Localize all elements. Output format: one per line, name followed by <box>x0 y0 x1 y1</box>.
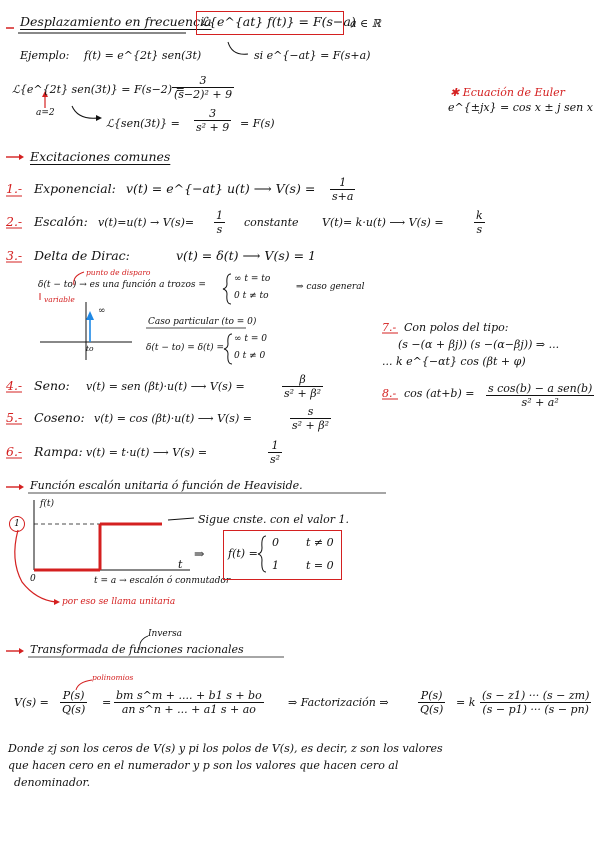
item-number: 1.- <box>6 181 23 196</box>
caso-particular-title: Caso particular (to = 0) <box>148 317 257 327</box>
fraction-numerator: β <box>282 373 323 387</box>
item-expr-escalon: v(t)=u(t) → V(s)= <box>98 216 195 229</box>
coseno-fraction <box>290 405 331 432</box>
laplace-sin-rhs: = F(s) <box>240 117 275 130</box>
factorized-pq-fraction <box>418 689 445 716</box>
euler-formula: e^{±jx} = cos x ± j sen x <box>448 101 593 114</box>
escalon-constante-expr: V(t)= k·u(t) ⟶ V(s) = <box>322 216 444 229</box>
zeros-poles-fraction <box>480 689 591 716</box>
item-name-delta: Delta de Dirac: <box>34 248 130 263</box>
vs-lhs: V(s) = <box>14 696 49 709</box>
constante-label: constante <box>244 216 299 229</box>
escalon-conmutador-note: t = a → escalón ó conmutador <box>94 576 231 586</box>
item-number: 5.- <box>6 410 23 425</box>
unitaria-arrow-head <box>54 599 60 605</box>
heaviside-y-label: f(t) <box>40 499 54 509</box>
euler-title-text: Ecuación de Euler <box>462 86 565 99</box>
fraction-numerator: P(s) <box>418 689 445 703</box>
hook-arrow-head <box>96 115 102 121</box>
fraction-numerator: k <box>476 209 483 222</box>
item-name-coseno: Coseno: <box>34 410 85 425</box>
inversa-note: Inversa <box>148 629 183 639</box>
domain-note: a ∈ ℝ <box>350 17 381 30</box>
item-expr-seno: v(t) = sen (βt)·u(t) ⟶ V(s) = <box>86 380 245 393</box>
item-number: 6.- <box>6 444 23 459</box>
section-arrow-head <box>19 484 24 490</box>
delta-to-label: to <box>86 344 94 353</box>
vs-polynomial-fraction <box>114 689 264 716</box>
gain-k: = k <box>456 696 476 709</box>
escalon-k-fraction <box>474 209 485 236</box>
section-title-excitaciones: Excitaciones comunes <box>30 149 171 164</box>
heaviside-case2-value: 1 <box>272 559 279 572</box>
fraction-numerator: 3 <box>194 107 231 121</box>
unit-value-marker: 1 <box>9 516 25 532</box>
fraction-denominator: Q(s) <box>62 703 86 716</box>
heaviside-case2-cond: t = 0 <box>306 559 334 572</box>
fraction-denominator: s² + 9 <box>196 121 230 134</box>
item7-response: ... k e^{−αt} cos (βt + φ) <box>382 355 526 368</box>
sigue-arrow <box>168 518 194 520</box>
escalon-fraction <box>214 209 225 236</box>
shift-note: si e^{−at} = F(s+a) <box>254 49 371 62</box>
heaviside-fn-lhs: f(t) = <box>228 547 258 560</box>
unitaria-arrow <box>15 530 56 602</box>
caso-general-note: ⇒ caso general <box>296 282 365 292</box>
fraction-denominator: (s−2)² + 9 <box>174 88 233 101</box>
heaviside-x-label: t <box>178 558 183 571</box>
delta-case-1: ∞ t = to <box>234 274 271 284</box>
heaviside-case1-value: 0 <box>272 536 279 549</box>
item-expr-coseno: v(t) = cos (βt)·u(t) ⟶ V(s) = <box>94 412 252 425</box>
fraction-denominator: s <box>216 223 223 236</box>
fraction-numerator: s <box>290 405 331 419</box>
factorizacion-label: ⇒ Factorización ⇒ <box>288 696 389 709</box>
item7-poles: (s −(α + βj)) (s −(α−βj)) ⇒ ... <box>398 338 560 351</box>
item7-text: Con polos del tipo: <box>404 321 509 334</box>
particular-brace <box>224 334 232 364</box>
delta-brace <box>223 274 231 304</box>
section-title-heaviside: Función escalón unitaria ó función de Heaviside. <box>30 479 303 492</box>
exponencial-fraction <box>330 176 355 203</box>
description-line-2: que hacen cero en el numerador y p son los valores que hacen cero al <box>8 759 399 772</box>
heaviside-implies: ⇒ <box>194 546 205 561</box>
fraction-denominator: (s − p1) ··· (s − pn) <box>482 703 589 716</box>
hook-arrow <box>72 106 98 118</box>
item8-fraction <box>486 382 594 409</box>
fraction-denominator: s² + β² <box>292 419 330 432</box>
section-arrow-head <box>19 154 24 160</box>
a-equals-note: a=2 <box>36 108 55 118</box>
fraction-numerator: s cos(b) − a sen(b) <box>488 382 593 395</box>
item-name-escalon: Escalón: <box>34 214 88 229</box>
fraction-numerator: 1 <box>216 209 223 222</box>
description-line-3: denominador. <box>14 776 91 789</box>
laplace-sin-fraction <box>194 107 231 134</box>
item-expr-exponencial: v(t) = e^{−at} u(t) ⟶ V(s) = <box>126 181 316 196</box>
heaviside-origin: 0 <box>30 574 36 584</box>
unitaria-note: por eso se llama unitaria <box>62 597 176 607</box>
fraction-numerator: (s − z1) ··· (s − zm) <box>482 689 590 702</box>
example-function: f(t) = e^{2t} sen(3t) <box>84 49 202 62</box>
item-name-exponencial: Exponencial: <box>34 181 116 196</box>
delta-piecewise-lhs: δ(t − to) → es una función a trozos = <box>38 280 206 290</box>
item-number: 3.- <box>6 248 23 263</box>
fraction-numerator: P(s) <box>60 689 87 703</box>
section-title-desplazamiento: Desplazamiento en frecuencia <box>20 14 212 29</box>
section-title-racionales: Transformada de funciones racionales <box>30 643 244 656</box>
main-formula: ℒ{e^{at} f(t)} = F(s−a) <box>200 14 356 29</box>
delta-case-2: 0 t ≠ to <box>234 291 269 301</box>
item-name-seno: Seno: <box>34 378 70 393</box>
item-expr-delta: v(t) = δ(t) ⟶ V(s) = 1 <box>176 248 316 263</box>
variable-note: variable <box>44 295 75 304</box>
delta-infinity: ∞ <box>98 306 106 316</box>
vs-pq-fraction <box>60 689 87 716</box>
laplace-sin: ℒ{sen(3t)} = <box>106 117 180 130</box>
description-line-1: Donde zj son los ceros de V(s) y pi los polos de V(s), es decir, z son los valores <box>8 742 443 755</box>
item-expr-rampa: v(t) = t·u(t) ⟶ V(s) = <box>86 446 208 459</box>
example-label: Ejemplo: <box>20 49 70 62</box>
heaviside-case1-cond: t ≠ 0 <box>306 536 334 549</box>
particular-case-1: ∞ t = 0 <box>234 334 267 344</box>
fraction-denominator: s² + β² <box>284 387 322 400</box>
item-number: 7.- <box>382 321 397 334</box>
vs-equals: = <box>102 696 112 709</box>
sigue-constante-note: Sigue cnste. con el valor 1. <box>198 513 350 526</box>
delta-impulse-head <box>86 311 94 320</box>
caso-particular-lhs: δ(t − to) = δ(t) = <box>146 343 225 353</box>
fraction-denominator: s <box>476 223 483 236</box>
item8-expr: cos (at+b) = <box>404 387 475 400</box>
laplace-example: ℒ{e^{2t} sen(3t)} = F(s−2) = <box>12 83 185 96</box>
fraction-numerator: bm s^m + .... + b1 s + bo <box>116 689 262 702</box>
laplace-example-fraction <box>172 74 234 101</box>
item-name-rampa: Rampa: <box>34 444 83 459</box>
fraction-denominator: an s^n + ... + a1 s + ao <box>121 703 256 716</box>
fraction-denominator: s² <box>270 453 281 466</box>
polinomios-note: polinomios <box>92 673 134 682</box>
fraction-numerator: 1 <box>330 176 355 190</box>
fraction-denominator: s² + a² <box>521 396 559 409</box>
fraction-denominator: Q(s) <box>420 703 444 716</box>
section-arrow-head <box>19 648 24 654</box>
euler-title: ✱ Ecuación de Euler <box>450 86 565 99</box>
fraction-numerator: 3 <box>172 74 234 88</box>
item-number: 4.- <box>6 378 23 393</box>
seno-fraction <box>282 373 323 400</box>
particular-case-2: 0 t ≠ 0 <box>234 351 266 361</box>
fraction-numerator: 1 <box>268 439 282 453</box>
fraction-denominator: s+a <box>332 190 354 203</box>
item-number: 2.- <box>6 214 23 229</box>
rampa-fraction <box>268 439 282 466</box>
punto-disparo-note: punto de disparo <box>86 268 151 277</box>
item-number: 8.- <box>382 387 397 400</box>
shift-arrow <box>228 42 248 54</box>
